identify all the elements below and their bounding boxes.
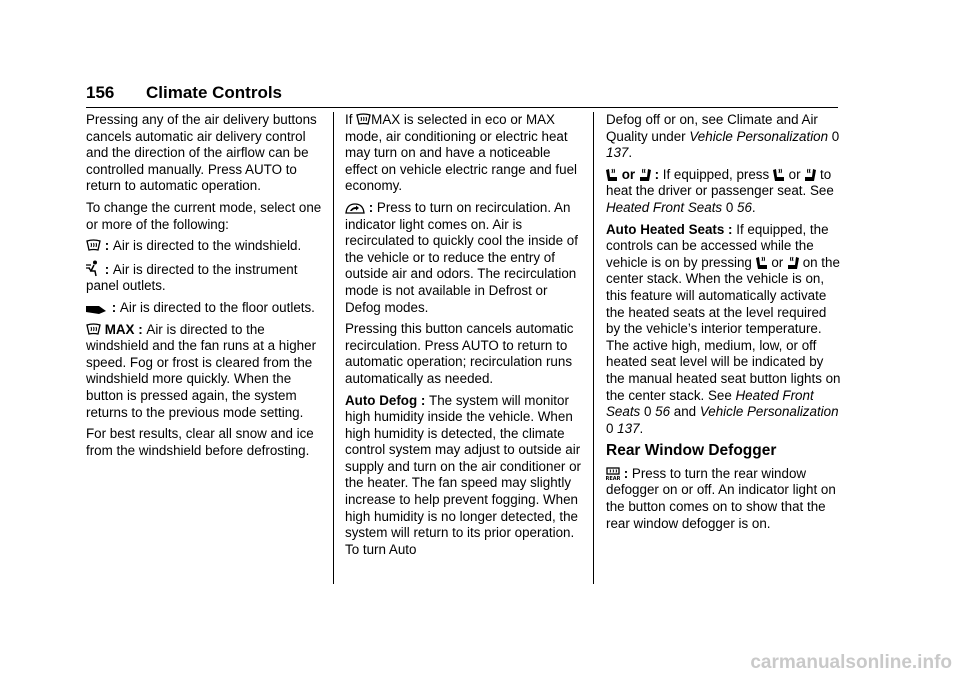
paragraph: Pressing any of the air delivery buttons cancels automatic air delivery control and the direction of the airflow can be controlled manually. Press AUTO to return to automatic operation. (86, 112, 317, 194)
defrost-max-entry: MAX : Air is directed to the windshield and the fan runs at a higher speed. Fog or frost is cleared from the windshield more quickly. When the button is pressed again, the system returns to the previous mode setting. (86, 321, 317, 420)
panel-vent-icon (86, 260, 101, 277)
cross-reference-link[interactable]: Vehicle Personalization (689, 128, 829, 144)
heated-seat-entry: or : If equipped, press or to heat the driver or passenger seat. See Heated Front Seats 0 56. (606, 166, 834, 215)
column-2 (345, 112, 581, 563)
paragraph: To change the current mode, select one or more of the following: (86, 199, 322, 232)
rear-defog-entry: REAR : Press to turn the rear window defogger on or off. An indicator light on the button comes on to show that the rear window defogger is on. (606, 465, 836, 531)
cross-reference-link[interactable]: Vehicle Personalization (699, 404, 839, 420)
max-mode-paragraph: If MAX is selected in eco or MAX mode, air conditioning or electric heat may turn on and have a noticeable effect on vehicle electric range and fuel economy. (345, 112, 578, 194)
defrost-entry: : Air is directed to the windshield. (86, 238, 322, 255)
column-1 (86, 112, 322, 464)
auto-defog-continued: Defog off or on, see Climate and Air Quality under Vehicle Personalization 0 137. (606, 112, 840, 161)
page-header (86, 81, 838, 108)
heated-seat-driver-icon (756, 256, 768, 270)
column-divider (593, 112, 594, 584)
svg-text:REAR: REAR (606, 475, 620, 481)
panel-vent-entry: : Air is directed to the instrument panel outlets. (86, 261, 298, 294)
heated-seat-driver-icon (773, 168, 785, 182)
heated-seat-passenger-icon (804, 168, 816, 182)
windshield-defrost-icon (86, 239, 101, 253)
rear-defog-icon (606, 467, 620, 481)
floor-vent-entry: : Air is directed to the floor outlets. (86, 300, 322, 317)
floor-vent-icon (86, 303, 108, 315)
column-divider (333, 112, 334, 584)
recirculation-entry: : Press to turn on recirculation. An indicator light comes on. Air is recirculated to quickly cool the inside of the vehicle or to reduce the entry of outside air and odors. The recirculation mode is not available in Defrost or Defog modes. (345, 199, 578, 315)
recirculation-icon (345, 203, 365, 215)
heated-seat-driver-icon (606, 168, 618, 182)
column-3 (606, 112, 842, 537)
windshield-defrost-icon (86, 323, 101, 337)
paragraph: For best results, clear all snow and ice from the windshield before defrosting. (86, 426, 314, 458)
auto-defog-entry: Auto Defog : The system will monitor high humidity inside the vehicle. When high humidity is detected, the climate control system may adjust to outside air supply and turn on the air conditioner or the heater. The fan speed may slightly increase to help prevent fogging. When high humidity is no longer detected, the system will return to its prior operation. To turn Auto (345, 392, 581, 557)
auto-heated-seats-entry: Auto Heated Seats : If equipped, the controls can be accessed while the vehicle is on by pressing or on the center stack. When the vehicle is on, this feature will automatically activate the heated seats at the level required by the vehicle’s interior temperature. The active high, medium, low, or off heated seat level will be indicated by the manual heated seat button lights on the center stack. See Heated Front Seats 0 56 and Vehicle Personalization 0 137. (606, 221, 841, 436)
cross-reference-link[interactable]: Heated Front Seats (606, 387, 814, 420)
cross-reference-link[interactable]: Heated Front Seats (606, 199, 723, 215)
section-heading: Rear Window Defogger (606, 442, 777, 460)
page-number: 156 (86, 83, 115, 102)
windshield-defrost-icon (356, 113, 371, 127)
heated-seat-passenger-icon (639, 168, 651, 182)
page-title: Climate Controls (146, 83, 283, 102)
paragraph: Pressing this button cancels automatic recirculation. Press AUTO to return to automatic operation; recirculation runs automatically as needed. (345, 321, 574, 386)
watermark: carmanualsonline.info (660, 648, 960, 678)
heated-seat-passenger-icon (787, 256, 799, 270)
